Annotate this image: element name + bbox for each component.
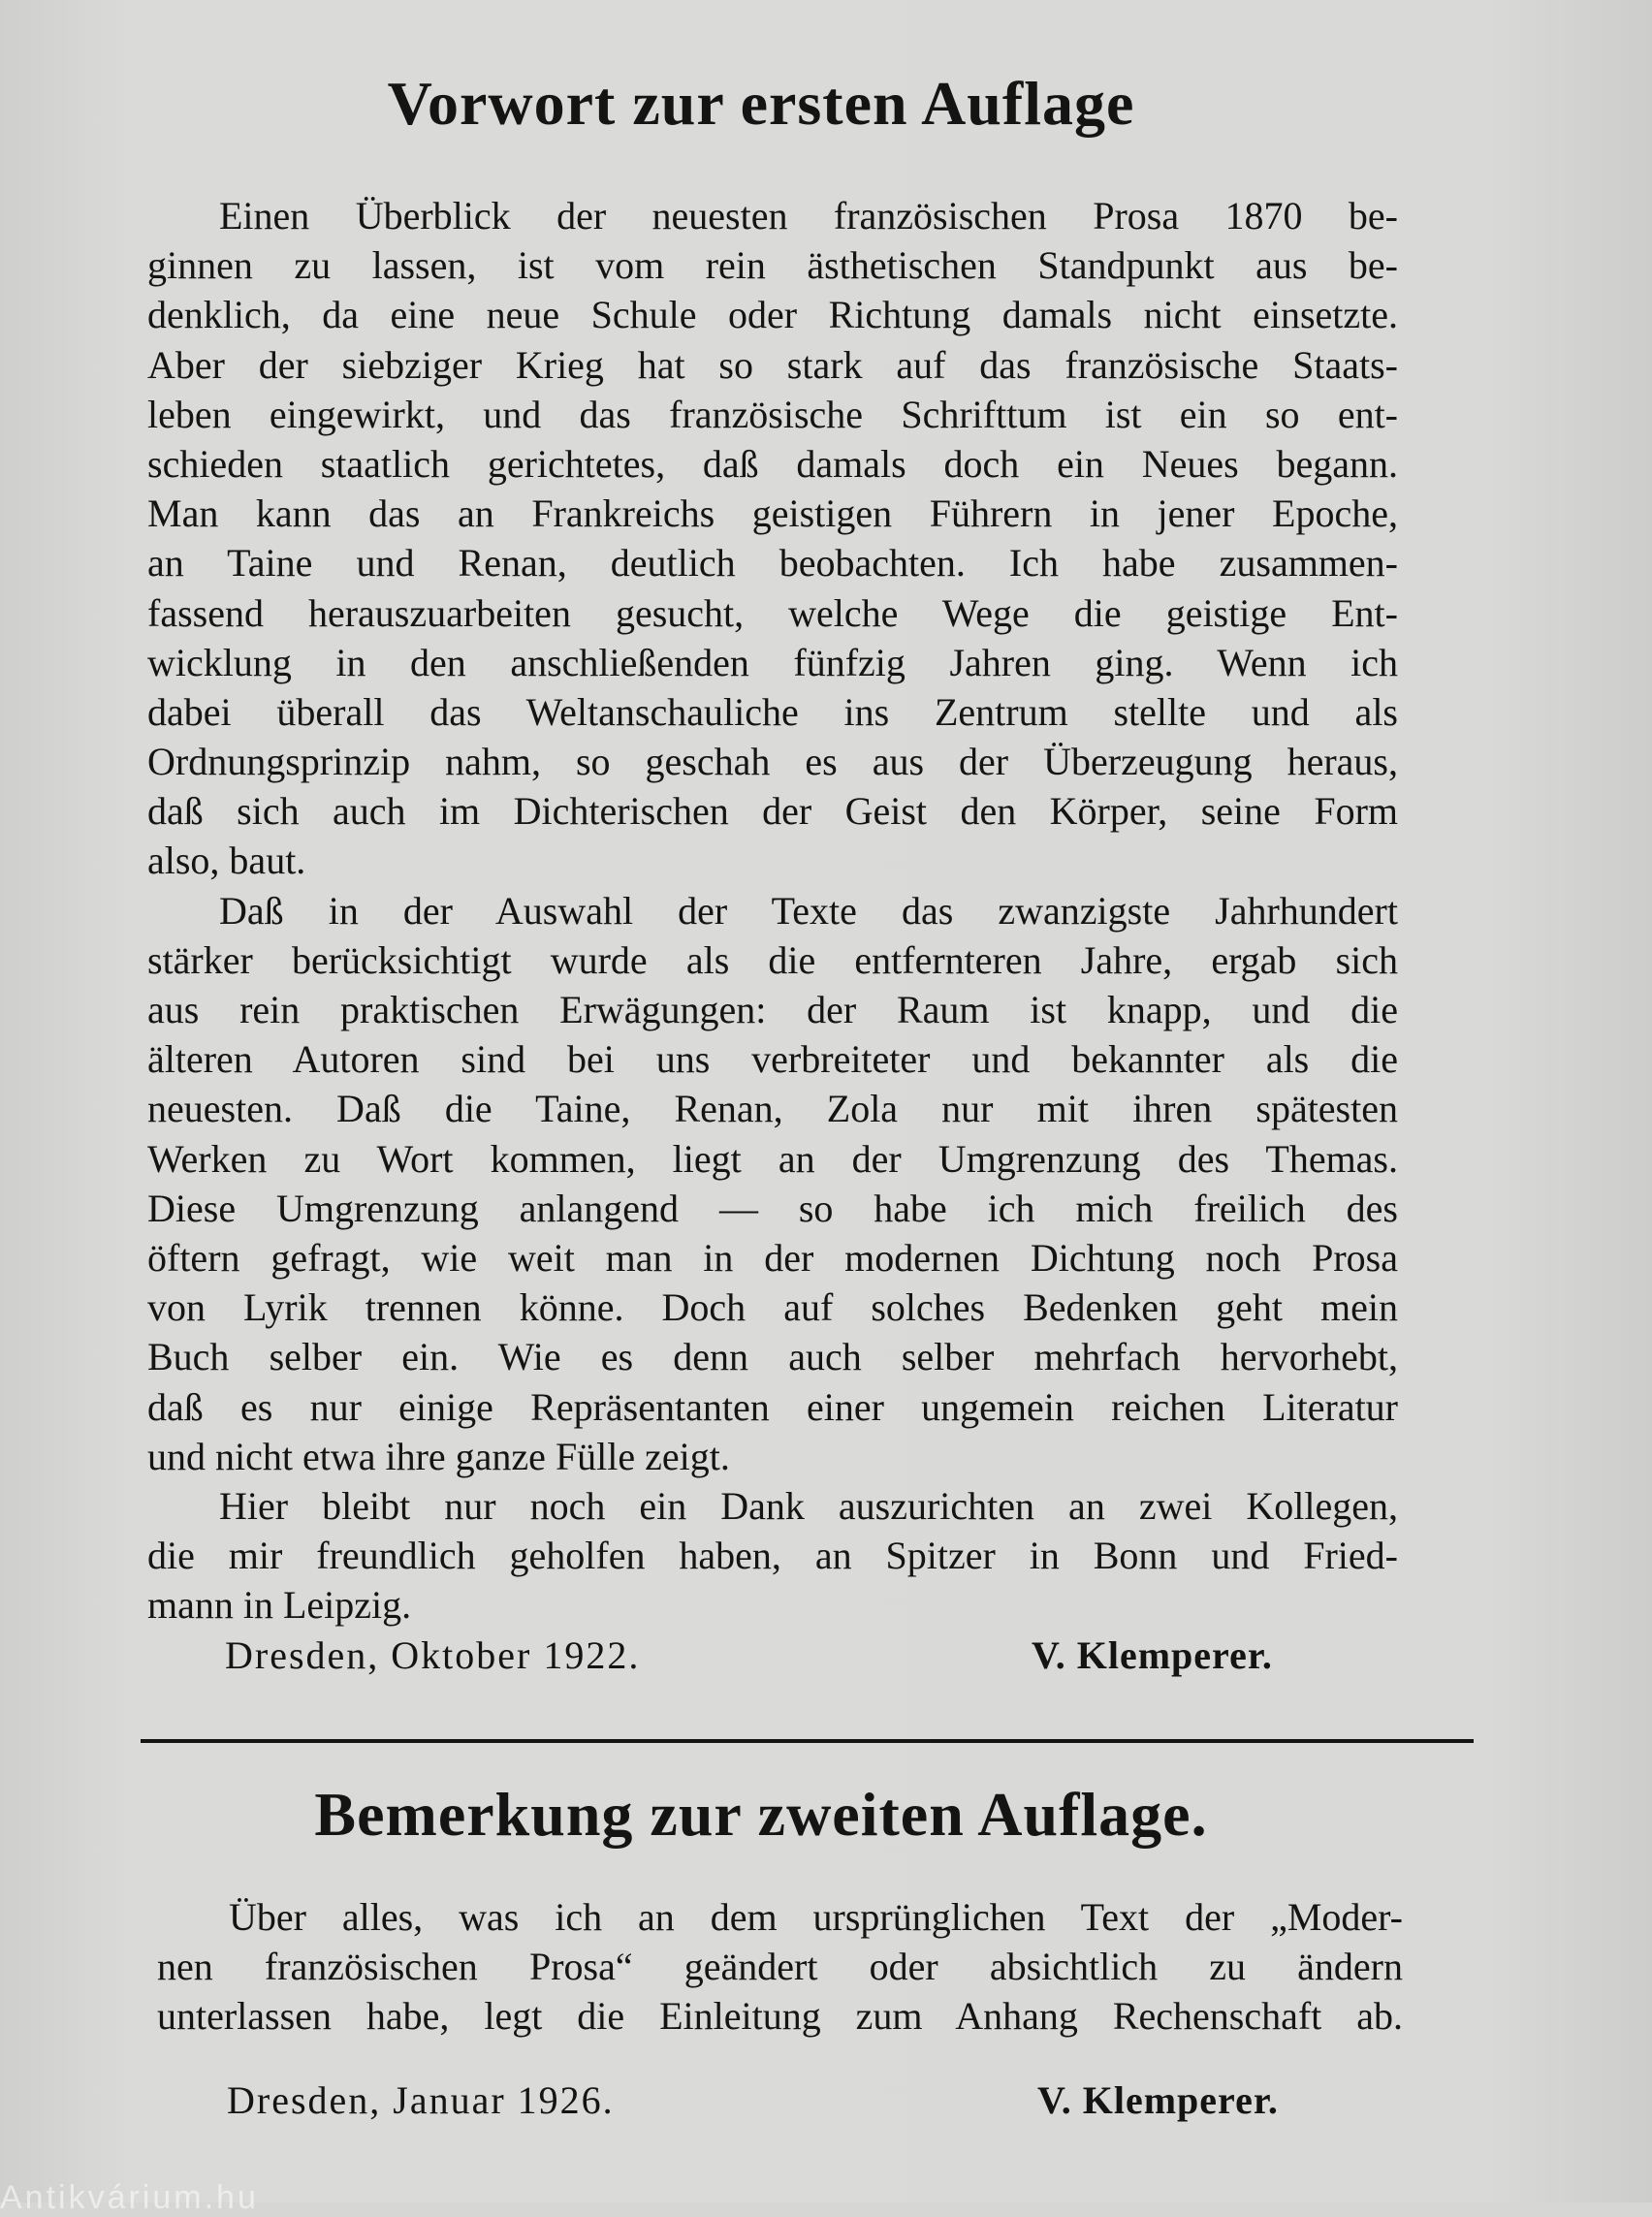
text-line: daß es nur einige Repräsentanten einer ungemein reichen Literatur: [147, 1384, 1398, 1429]
watermark: Antikvárium.hu: [0, 2179, 259, 2216]
section-divider: [141, 1739, 1474, 1743]
text-line: Werken zu Wort kommen, liegt an der Umgrenzung des Themas.: [147, 1136, 1398, 1181]
text-line: daß sich auch im Dichterischen der Geist den Körper, seine Form: [147, 789, 1398, 834]
text-line: nen französischen Prosa“ geändert oder absichtlich zu ändern: [157, 1945, 1403, 1989]
text-line: ginnen zu lassen, ist vom rein ästhetischen Standpunkt aus be-: [147, 243, 1398, 288]
text-line: denklich, da eine neue Schule oder Richtung damals nicht einsetzte.: [147, 293, 1398, 337]
text-line: Buch selber ein. Wie es denn auch selber mehrfach hervorhebt,: [147, 1335, 1398, 1379]
text-line: also, baut.: [147, 839, 306, 883]
second-note-title: Bemerkung zur zweiten Auflage.: [314, 1780, 1208, 1849]
paragraph-2: [147, 886, 1398, 1481]
second-note-author: V. Klemperer.: [1037, 2078, 1279, 2122]
second-note-body: [157, 1892, 1403, 2042]
text-line: schieden staatlich gerichtetes, daß damals doch ein Neues begann.: [147, 441, 1398, 486]
text-line: Daß in der Auswahl der Texte das zwanzigste Jahrhundert: [219, 888, 1398, 933]
paragraph-3: [147, 1481, 1398, 1631]
text-line: leben eingewirkt, und das französische Schrifttum ist ein so ent-: [147, 392, 1398, 436]
text-line: Hier bleibt nur noch ein Dank auszurichten an zwei Kollegen,: [219, 1483, 1398, 1528]
text-line: und nicht etwa ihre ganze Fülle zeigt.: [147, 1434, 730, 1478]
first-preface-body: [147, 191, 1398, 1630]
first-preface-author: V. Klemperer.: [1032, 1633, 1273, 1677]
text-line: fassend herauszuarbeiten gesucht, welche Wege die geistige Ent-: [147, 590, 1398, 635]
second-note-place-date: Dresden, Januar 1926.: [227, 2078, 615, 2122]
text-line: Aber der siebziger Krieg hat so stark auf das französische Staats-: [147, 342, 1398, 387]
text-line: unterlassen habe, legt die Einleitung zum Anhang Rechenschaft ab.: [157, 1994, 1403, 2039]
first-preface-title: Vorwort zur ersten Auflage: [387, 69, 1135, 138]
text-line: Ordnungsprinzip nahm, so geschah es aus der Überzeugung heraus,: [147, 740, 1398, 784]
text-line: von Lyrik trennen könne. Doch auf solches Bedenken geht mein: [147, 1285, 1398, 1330]
text-line: mann in Leipzig.: [147, 1583, 412, 1628]
paragraph-1: [147, 191, 1398, 886]
text-line: Über alles, was ich an dem ursprünglichen Text der „Moder-: [229, 1895, 1403, 1939]
text-line: Man kann das an Frankreichs geistigen Führern in jener Epoche,: [147, 491, 1398, 536]
text-line: Diese Umgrenzung anlangend — so habe ich mich freilich des: [147, 1186, 1398, 1230]
text-line: die mir freundlich geholfen haben, an Spitzer in Bonn und Fried-: [147, 1534, 1398, 1578]
first-preface-place-date: Dresden, Oktober 1922.: [225, 1633, 641, 1677]
text-line: Einen Überblick der neuesten französischen Prosa 1870 be-: [219, 194, 1398, 238]
text-line: öftern gefragt, wie weit man in der modernen Dichtung noch Prosa: [147, 1235, 1398, 1280]
text-line: neuesten. Daß die Taine, Renan, Zola nur mit ihren spätesten: [147, 1087, 1398, 1131]
text-line: dabei überall das Weltanschauliche ins Zentrum stellte und als: [147, 689, 1398, 734]
text-line: stärker berücksichtigt wurde als die entfernteren Jahre, ergab sich: [147, 937, 1398, 982]
text-line: wicklung in den anschließenden fünfzig Jahren ging. Wenn ich: [147, 640, 1398, 684]
text-line: aus rein praktischen Erwägungen: der Raum ist knapp, und die: [147, 988, 1398, 1031]
text-line: an Taine und Renan, deutlich beobachten. Ich habe zusammen-: [147, 541, 1398, 586]
text-line: älteren Autoren sind bei uns verbreiteter und bekannter als die: [147, 1037, 1398, 1082]
